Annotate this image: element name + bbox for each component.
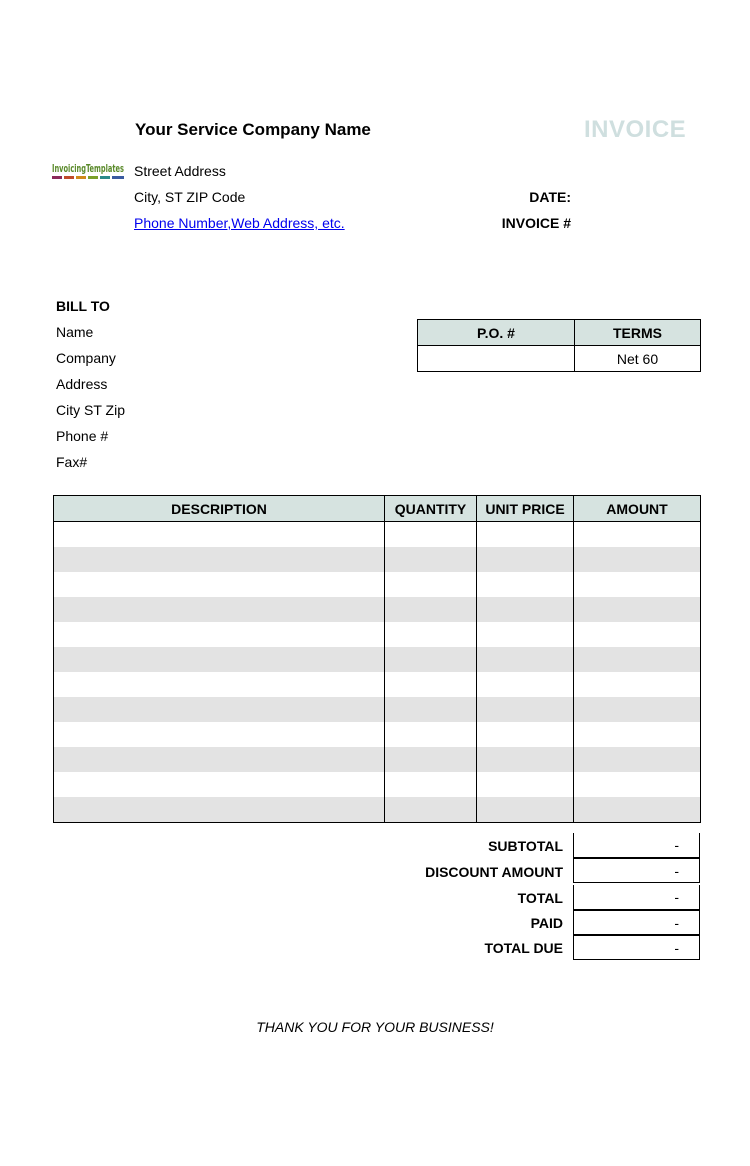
- quantity-cell[interactable]: [385, 797, 477, 823]
- quantity-cell[interactable]: [385, 597, 477, 622]
- subtotal-value[interactable]: -: [573, 833, 700, 858]
- description-cell[interactable]: [54, 597, 385, 622]
- description-header: DESCRIPTION: [54, 496, 385, 522]
- company-name: Your Service Company Name: [135, 120, 371, 139]
- quantity-cell[interactable]: [385, 547, 477, 572]
- quantity-cell[interactable]: [385, 722, 477, 747]
- unit-price-cell[interactable]: [477, 747, 574, 772]
- bill-to-address: Address: [56, 376, 108, 392]
- amount-header: AMOUNT: [574, 496, 701, 522]
- description-cell[interactable]: [54, 647, 385, 672]
- amount-cell[interactable]: [574, 697, 701, 722]
- amount-cell[interactable]: [574, 747, 701, 772]
- bill-to-name: Name: [56, 324, 94, 340]
- line-items-table: [53, 495, 701, 823]
- quantity-cell[interactable]: [385, 672, 477, 697]
- bill-to-city: City ST Zip: [56, 402, 125, 418]
- bill-to-company: Company: [56, 350, 116, 366]
- table-row: [54, 772, 701, 797]
- table-row: [54, 547, 701, 572]
- bill-to-phone: Phone #: [56, 428, 109, 444]
- description-cell[interactable]: [54, 722, 385, 747]
- invoice-title: INVOICE: [584, 116, 687, 143]
- logo-text: InvoicingTemplates: [52, 162, 125, 175]
- unit-price-cell[interactable]: [477, 772, 574, 797]
- description-cell[interactable]: [54, 747, 385, 772]
- quantity-cell[interactable]: [385, 747, 477, 772]
- quantity-cell[interactable]: [385, 772, 477, 797]
- quantity-cell[interactable]: [385, 697, 477, 722]
- unit-price-cell[interactable]: [477, 622, 574, 647]
- quantity-header: QUANTITY: [385, 496, 477, 522]
- table-row: [54, 672, 701, 697]
- description-cell[interactable]: [54, 772, 385, 797]
- description-cell[interactable]: [54, 797, 385, 823]
- discount-value[interactable]: -: [573, 858, 700, 883]
- description-cell[interactable]: [54, 572, 385, 597]
- table-row: [54, 597, 701, 622]
- amount-cell[interactable]: [574, 622, 701, 647]
- amount-cell[interactable]: [574, 597, 701, 622]
- amount-cell[interactable]: [574, 797, 701, 823]
- paid-label: PAID: [530, 915, 563, 931]
- unit-price-cell[interactable]: [477, 697, 574, 722]
- bill-to-heading: BILL TO: [56, 298, 110, 314]
- unit-price-cell[interactable]: [477, 647, 574, 672]
- table-row: [54, 747, 701, 772]
- description-cell[interactable]: [54, 522, 385, 548]
- description-cell[interactable]: [54, 622, 385, 647]
- unit-price-cell[interactable]: [477, 547, 574, 572]
- unit-price-cell[interactable]: [477, 572, 574, 597]
- company-logo: [52, 154, 126, 184]
- table-row: [54, 722, 701, 747]
- subtotal-label: SUBTOTAL: [488, 838, 563, 854]
- unit-price-cell[interactable]: [477, 522, 574, 548]
- unit-price-cell[interactable]: [477, 722, 574, 747]
- unit-price-cell[interactable]: [477, 672, 574, 697]
- total-due-label: TOTAL DUE: [484, 940, 563, 956]
- city-state-zip: City, ST ZIP Code: [134, 189, 246, 205]
- line-items-body: [54, 522, 701, 823]
- contact-link[interactable]: Phone Number,Web Address, etc.: [134, 215, 345, 231]
- table-row: [54, 697, 701, 722]
- description-cell[interactable]: [54, 672, 385, 697]
- unit-price-header: UNIT PRICE: [477, 496, 574, 522]
- total-due-value[interactable]: -: [573, 935, 700, 960]
- invoice-number-label: INVOICE #: [501, 215, 571, 231]
- po-terms-table: [417, 319, 701, 372]
- terms-header: TERMS: [575, 320, 701, 346]
- po-value-cell[interactable]: [418, 346, 575, 372]
- table-row: [54, 797, 701, 823]
- unit-price-cell[interactable]: [477, 797, 574, 823]
- table-row: [54, 522, 701, 548]
- discount-label: DISCOUNT AMOUNT: [425, 864, 563, 880]
- bill-to-fax: Fax#: [56, 454, 88, 470]
- table-row: [54, 622, 701, 647]
- amount-cell[interactable]: [574, 672, 701, 697]
- amount-cell[interactable]: [574, 647, 701, 672]
- quantity-cell[interactable]: [385, 647, 477, 672]
- description-cell[interactable]: [54, 547, 385, 572]
- thank-you-message: THANK YOU FOR YOUR BUSINESS!: [256, 1019, 494, 1035]
- amount-cell[interactable]: [574, 522, 701, 548]
- amount-cell[interactable]: [574, 547, 701, 572]
- total-label: TOTAL: [517, 890, 563, 906]
- po-header: P.O. #: [418, 320, 575, 346]
- description-cell[interactable]: [54, 697, 385, 722]
- total-value[interactable]: -: [573, 885, 700, 910]
- quantity-cell[interactable]: [385, 622, 477, 647]
- table-row: [54, 572, 701, 597]
- table-row: [54, 647, 701, 672]
- unit-price-cell[interactable]: [477, 597, 574, 622]
- street-address: Street Address: [134, 163, 226, 179]
- amount-cell[interactable]: [574, 722, 701, 747]
- amount-cell[interactable]: [574, 572, 701, 597]
- quantity-cell[interactable]: [385, 522, 477, 548]
- amount-cell[interactable]: [574, 772, 701, 797]
- quantity-cell[interactable]: [385, 572, 477, 597]
- date-label: DATE:: [529, 189, 571, 205]
- terms-value-cell[interactable]: Net 60: [575, 346, 701, 372]
- paid-value[interactable]: -: [573, 910, 700, 935]
